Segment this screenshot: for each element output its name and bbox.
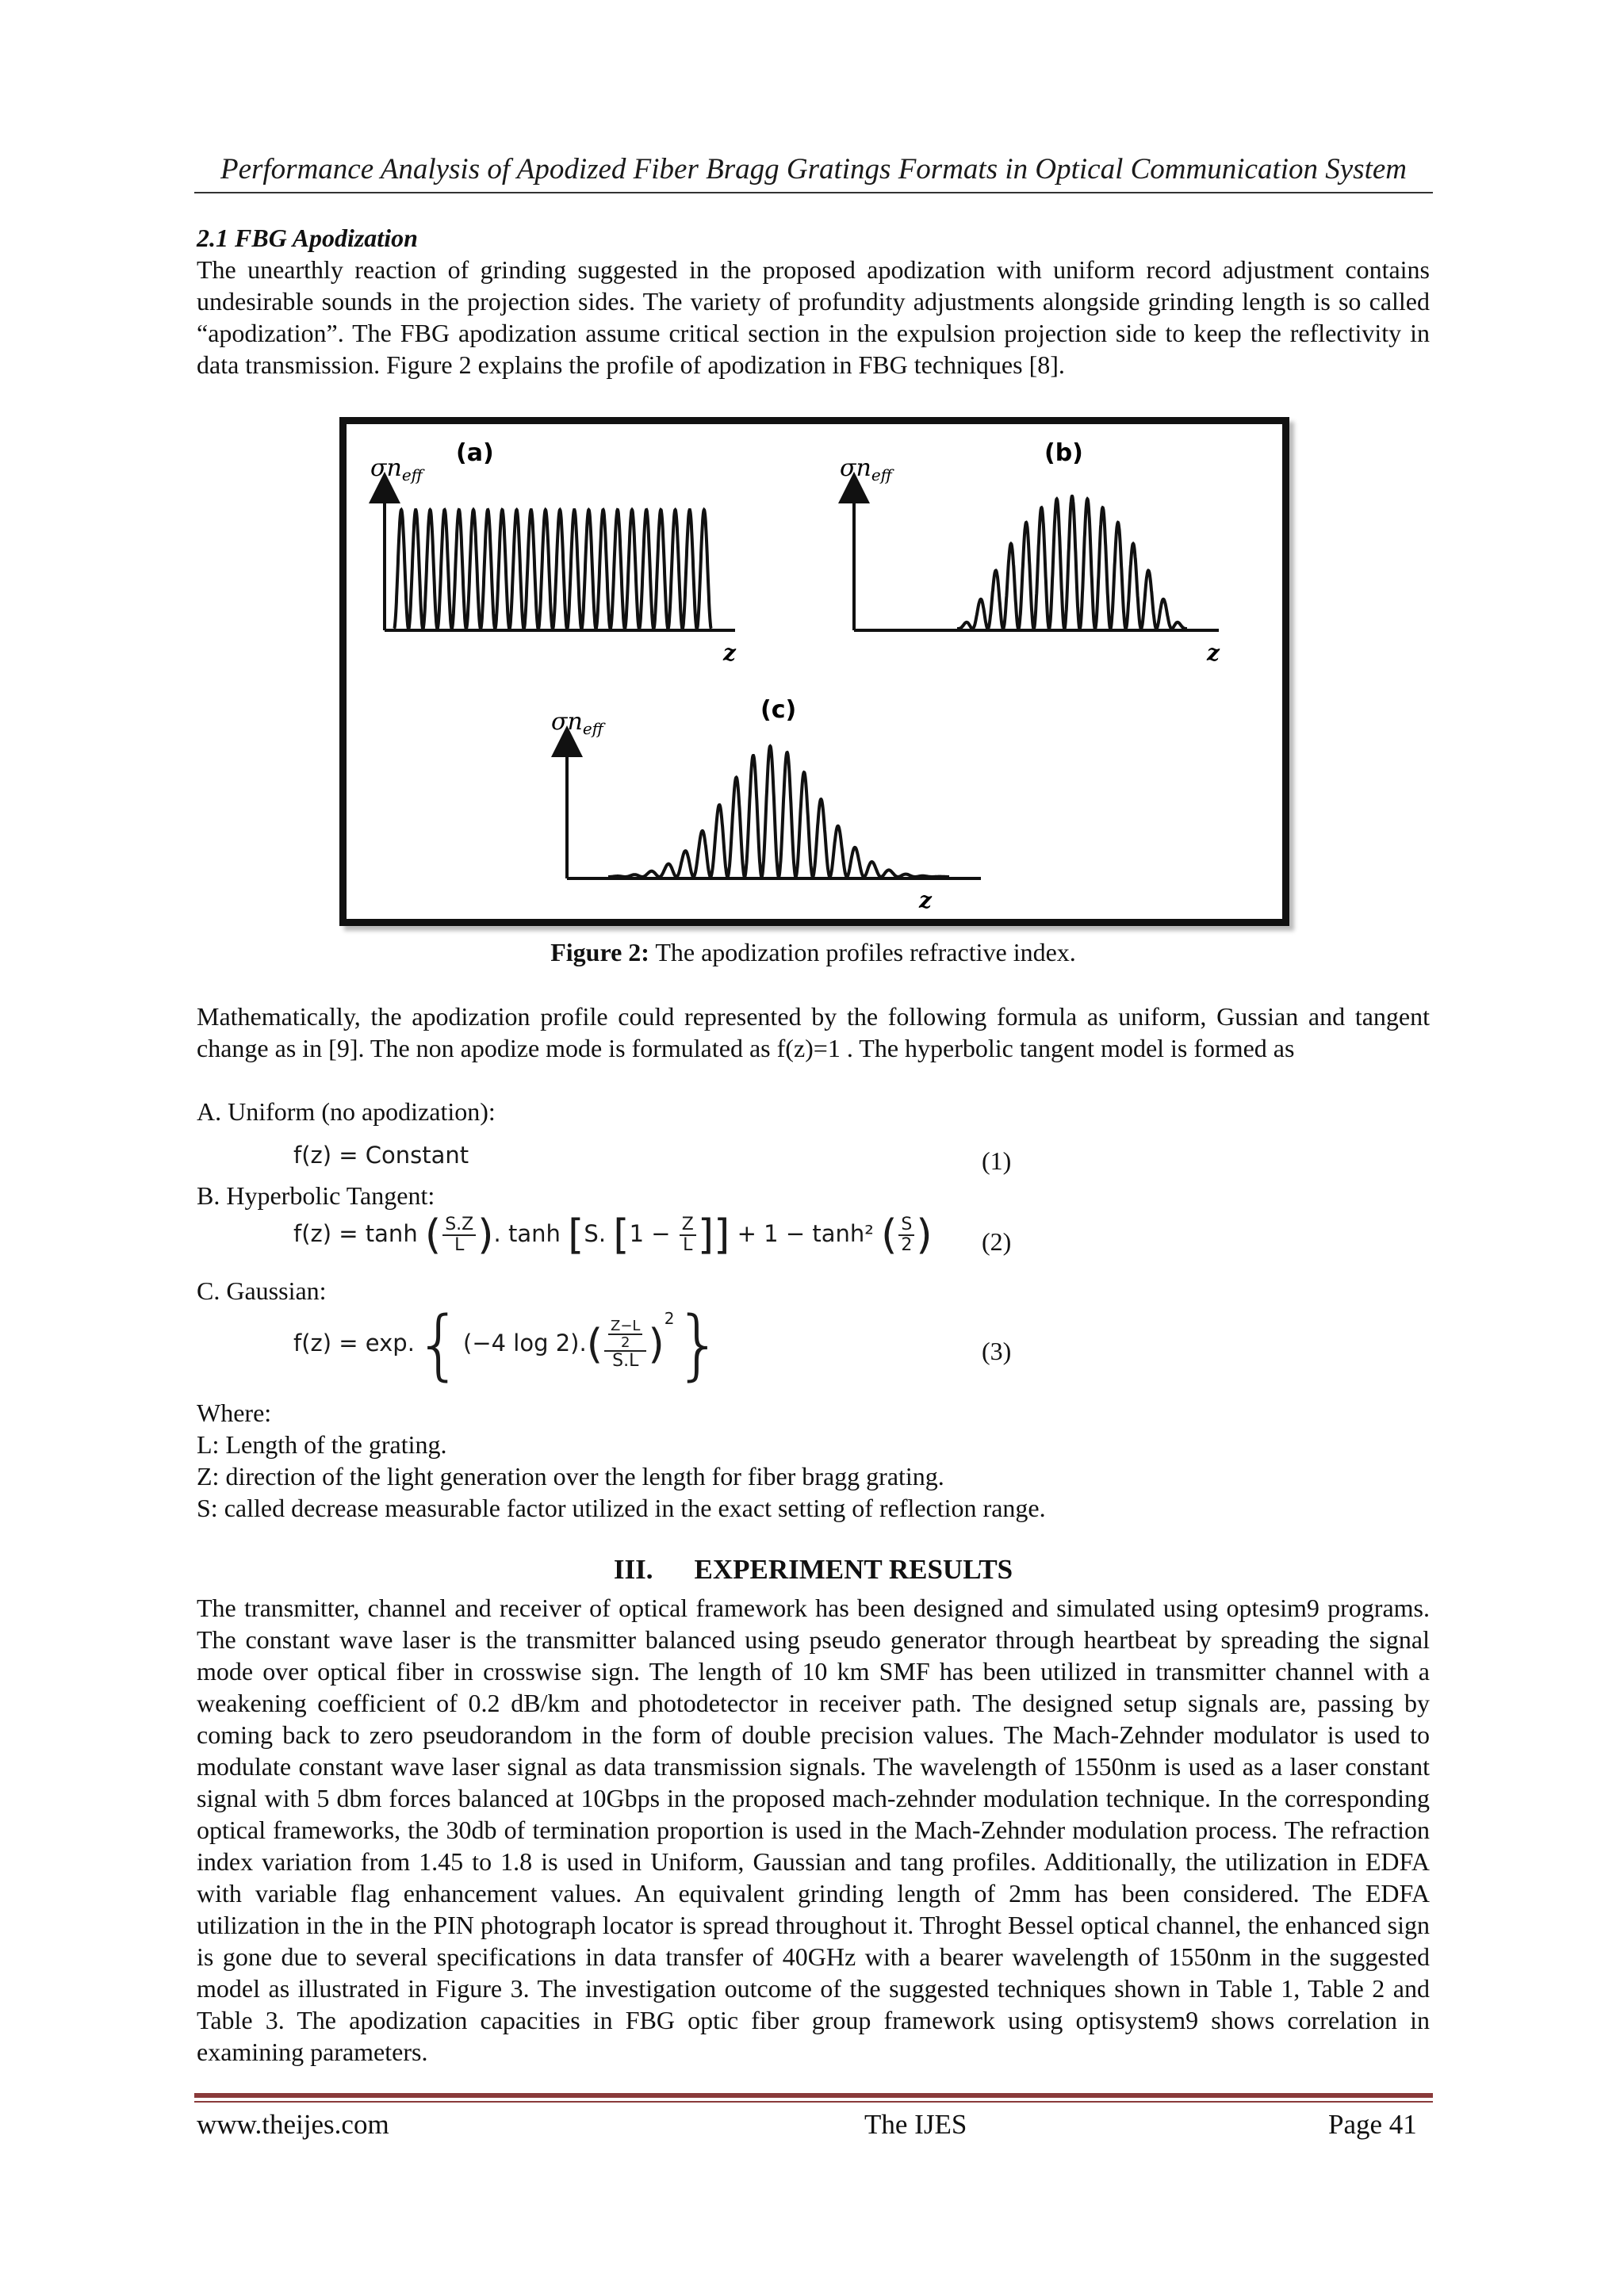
panel-c-ylabel-n: n <box>567 708 583 736</box>
hyperbolic-tangent-label: B. Hyperbolic Tangent: <box>197 1181 435 1210</box>
panel-a-ylabel-sub: eff <box>401 465 423 484</box>
definition-z: Z: direction of the light generation over the length for fiber bragg grating. <box>197 1462 944 1490</box>
section-3-paragraph: The transmitter, channel and receiver of optical framework has been designed and simulated using optesim9 programs. The constant wave laser is the transmitter balanced using pseudo generator through heartbeat by spreading the signal mode over optical fiber in crosswise sign. The length of 10 km SMF has been utilized in transmitter channel with a weakening coefficient of 0.2 dB/km and photodetector in receiver path. The designed setup signals are, passing by coming back to zero pseudorandom in the form of double precision values. The Mach-Zehnder modulator is used to modulate constant wave laser signal as data transmission signals. The wavelength of 1550nm is used as a laser constant signal with 5 dbm forces balanced at 10Gbps in the proposed mach-zehnder modulation technique. In the corresponding optical frameworks, the 30db of termination proportion is used in the Mach-Zehnder modulation process. The refraction index variation from 1.45 to 1.8 is used in Uniform, Gaussian and tang profiles. Additionally, the utilization in EDFA with variable flag enhancement values. An equivalent grinding length of 2mm has been considered. The EDFA utilization in the in the PIN photograph locator is spread throughout it. Throght Bessel optical channel, the enhanced sign is gone due to several specifications in data transfer of 40GHz with a bearer wavelength of 1550nm in the suggested model as illustrated in Figure 3. The investigation outcome of the suggested techniques shown in Table 1, Table 2 and Table 3. The apodization capacities in FBG optic fiber group framework using optisystem9 shows correlation in examining parameters. <box>197 1594 1430 2066</box>
panel-c-gaussian-profile <box>608 746 949 877</box>
equation-3: f(z) = exp.{(−4 log 2).( Z−L 2 S.L )$^2$} <box>293 1300 723 1389</box>
footer-rule-thin <box>194 2101 1433 2103</box>
figure-caption-label: Figure 2: <box>550 938 649 966</box>
section-2-1 <box>197 222 1430 381</box>
figure-caption-text: The apodization profiles refractive index. <box>649 938 1076 966</box>
section-3-title: EXPERIMENT RESULTS <box>694 1554 1013 1585</box>
uniform-label: A. Uniform (no apodization): <box>197 1097 496 1126</box>
panel-a-uniform-profile <box>394 510 711 629</box>
definition-l: L: Length of the grating. <box>197 1430 447 1459</box>
gaussian-label: C. Gaussian: <box>197 1276 327 1305</box>
equation-1: f(z) = Constant <box>293 1142 469 1169</box>
footer-rule-thick <box>194 2093 1433 2098</box>
footer-journal: The IJES <box>864 2109 967 2140</box>
panel-c-ylabel: $\sigma n_{eff}$ <box>551 708 607 738</box>
panel-c-xlabel: z <box>919 887 932 913</box>
section-3-number: III. <box>613 1554 653 1585</box>
section-paragraph: The unearthly reaction of grinding suggested in the proposed apodization with uniform record adjustment contains undesirable sounds in the projection sides. The variety of profundity adjustments alongside grinding length is so called “apodization”. The FBG apodization assume critical section in the expulsion projection side to keep the reflectivity in data transmission. Figure 2 explains the profile of apodization in FBG techniques [8]. <box>197 255 1430 379</box>
footer-website: www.theijes.com <box>197 2109 389 2140</box>
panel-b <box>840 439 1220 666</box>
definition-s: S: called decrease measurable factor utilized in the exact setting of reflection range. <box>197 1494 1046 1522</box>
panel-b-ylabel-n: n <box>856 454 871 482</box>
equation-1-number: (1) <box>982 1146 1012 1175</box>
section-3-heading <box>197 1554 1430 1586</box>
panel-b-label: (b) <box>1044 439 1083 467</box>
panel-a-label: (a) <box>456 439 494 467</box>
panel-a <box>370 439 737 666</box>
figure-2 <box>339 417 1289 926</box>
figure-caption <box>197 938 1430 967</box>
equation-3-number: (3) <box>982 1337 1012 1365</box>
panel-a-ylabel: $\sigma n_{eff}$ <box>370 454 426 484</box>
panel-a-ylabel-n: n <box>386 454 402 482</box>
equation-2-number: (2) <box>982 1227 1012 1256</box>
apodization-profiles-figure <box>347 424 1282 919</box>
panel-b-xlabel: z <box>1207 640 1220 666</box>
panel-c <box>551 696 981 913</box>
section-heading: 2.1 FBG Apodization <box>197 224 418 252</box>
panel-b-ylabel: $\sigma n_{eff}$ <box>840 454 895 484</box>
running-header: Performance Analysis of Apodized Fiber Bragg Gratings Formats in Optical Communication System <box>220 153 1407 186</box>
panel-c-ylabel-sub: eff <box>582 719 603 738</box>
panel-c-label: (c) <box>760 696 797 724</box>
where-label: Where: <box>197 1399 272 1427</box>
panel-b-ylabel-sub: eff <box>871 465 892 484</box>
header-rule <box>194 192 1433 193</box>
math-intro: Mathematically, the apodization profile could represented by the following formula as uniform, Gussian and tangent change as in [9]. The non apodize mode is formulated as f(z)=1 . The hyperbolic tangent model is formed as <box>197 1002 1430 1062</box>
footer-page-number: Page 41 <box>1328 2109 1417 2140</box>
equation-2: f(z) = tanh ( $\frac{S.Z}{L}$ ). tanh [S. [1 − $\frac{Z}{L}$ ]] + 1 − tanh² ( $\frac{S}{2}$ ) <box>293 1211 933 1259</box>
panel-a-xlabel: z <box>723 640 736 666</box>
panel-b-tanh-profile <box>957 496 1187 629</box>
